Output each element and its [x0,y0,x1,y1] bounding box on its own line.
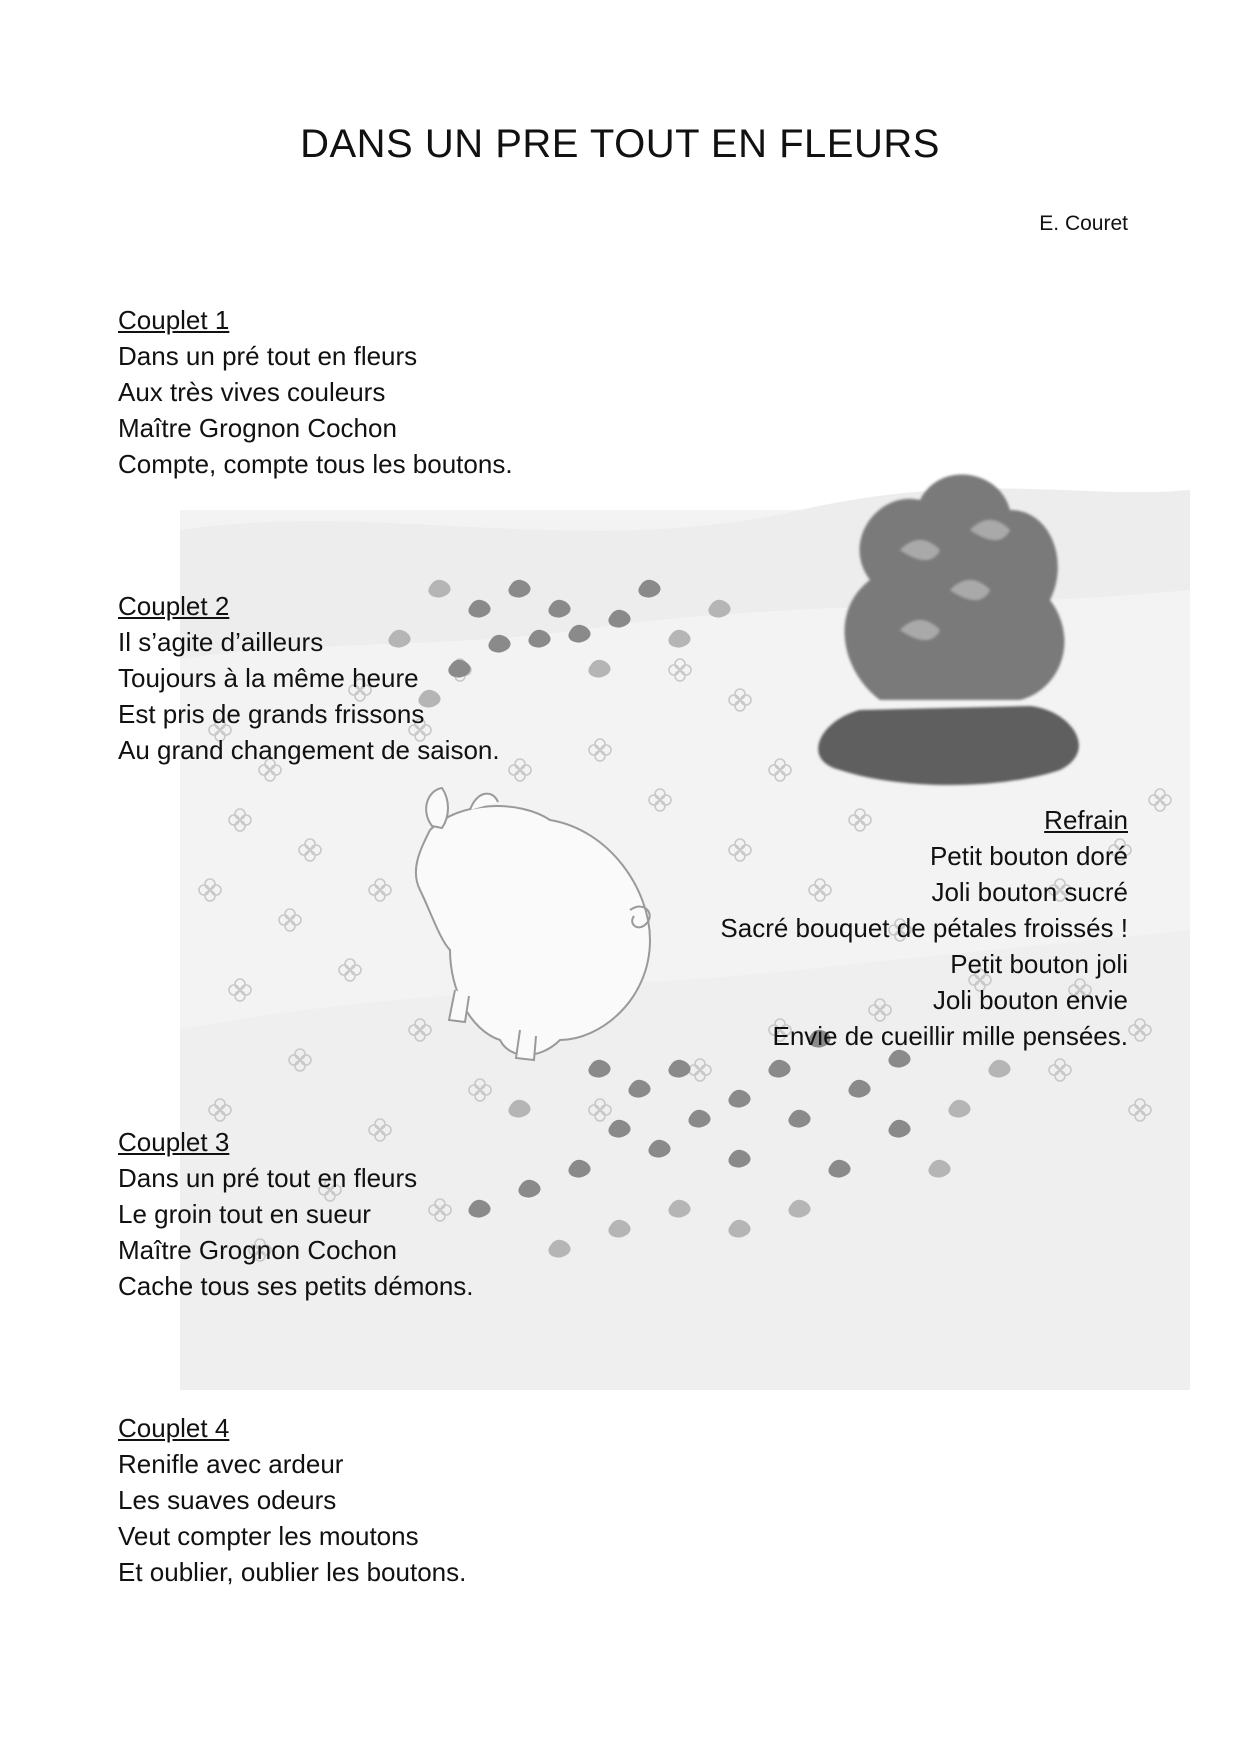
refrain-line: Joli bouton sucré [931,877,1128,907]
verse-line: Au grand changement de saison. [118,735,500,765]
refrain-heading: Refrain [1044,805,1128,835]
verse-line: Cache tous ses petits démons. [118,1271,474,1301]
verse-line: Veut compter les moutons [118,1521,419,1551]
couplet-heading: Couplet 1 [118,305,230,335]
refrain-line: Petit bouton joli [950,949,1128,979]
couplet-3 [118,1124,474,1304]
couplet-2 [118,588,500,768]
couplet-heading: Couplet 3 [118,1127,230,1157]
couplet-4 [118,1410,466,1590]
refrain-line: Joli bouton envie [932,985,1128,1015]
couplet-heading: Couplet 4 [118,1413,230,1443]
verse-line: Est pris de grands frissons [118,699,425,729]
verse-line: Il s’agite d’ailleurs [118,627,324,657]
refrain-line: Sacré bouquet de pétales froissés ! [720,913,1128,943]
song-title: DANS UN PRE TOUT EN FLEURS [300,122,940,166]
refrain-line: Envie de cueillir mille pensées. [772,1021,1128,1051]
couplet-1 [118,302,513,482]
couplet-heading: Couplet 2 [118,591,230,621]
verse-line: Les suaves odeurs [118,1485,337,1515]
verse-line: Maître Grognon Cochon [118,1235,397,1265]
verse-line: Renifle avec ardeur [118,1449,344,1479]
verse-line: Et oublier, oublier les boutons. [118,1557,467,1587]
verse-line: Le groin tout en sueur [118,1199,371,1229]
verse-line: Compte, compte tous les boutons. [118,449,513,479]
verse-line: Maître Grognon Cochon [118,413,397,443]
verse-line: Dans un pré tout en fleurs [118,1163,418,1193]
refrain-line: Petit bouton doré [929,841,1128,871]
verse-line: Toujours à la même heure [118,663,419,693]
author-name: E. Couret [1039,212,1128,235]
refrain [720,802,1128,1054]
verse-line: Aux très vives couleurs [118,377,386,407]
verse-line: Dans un pré tout en fleurs [118,341,418,371]
